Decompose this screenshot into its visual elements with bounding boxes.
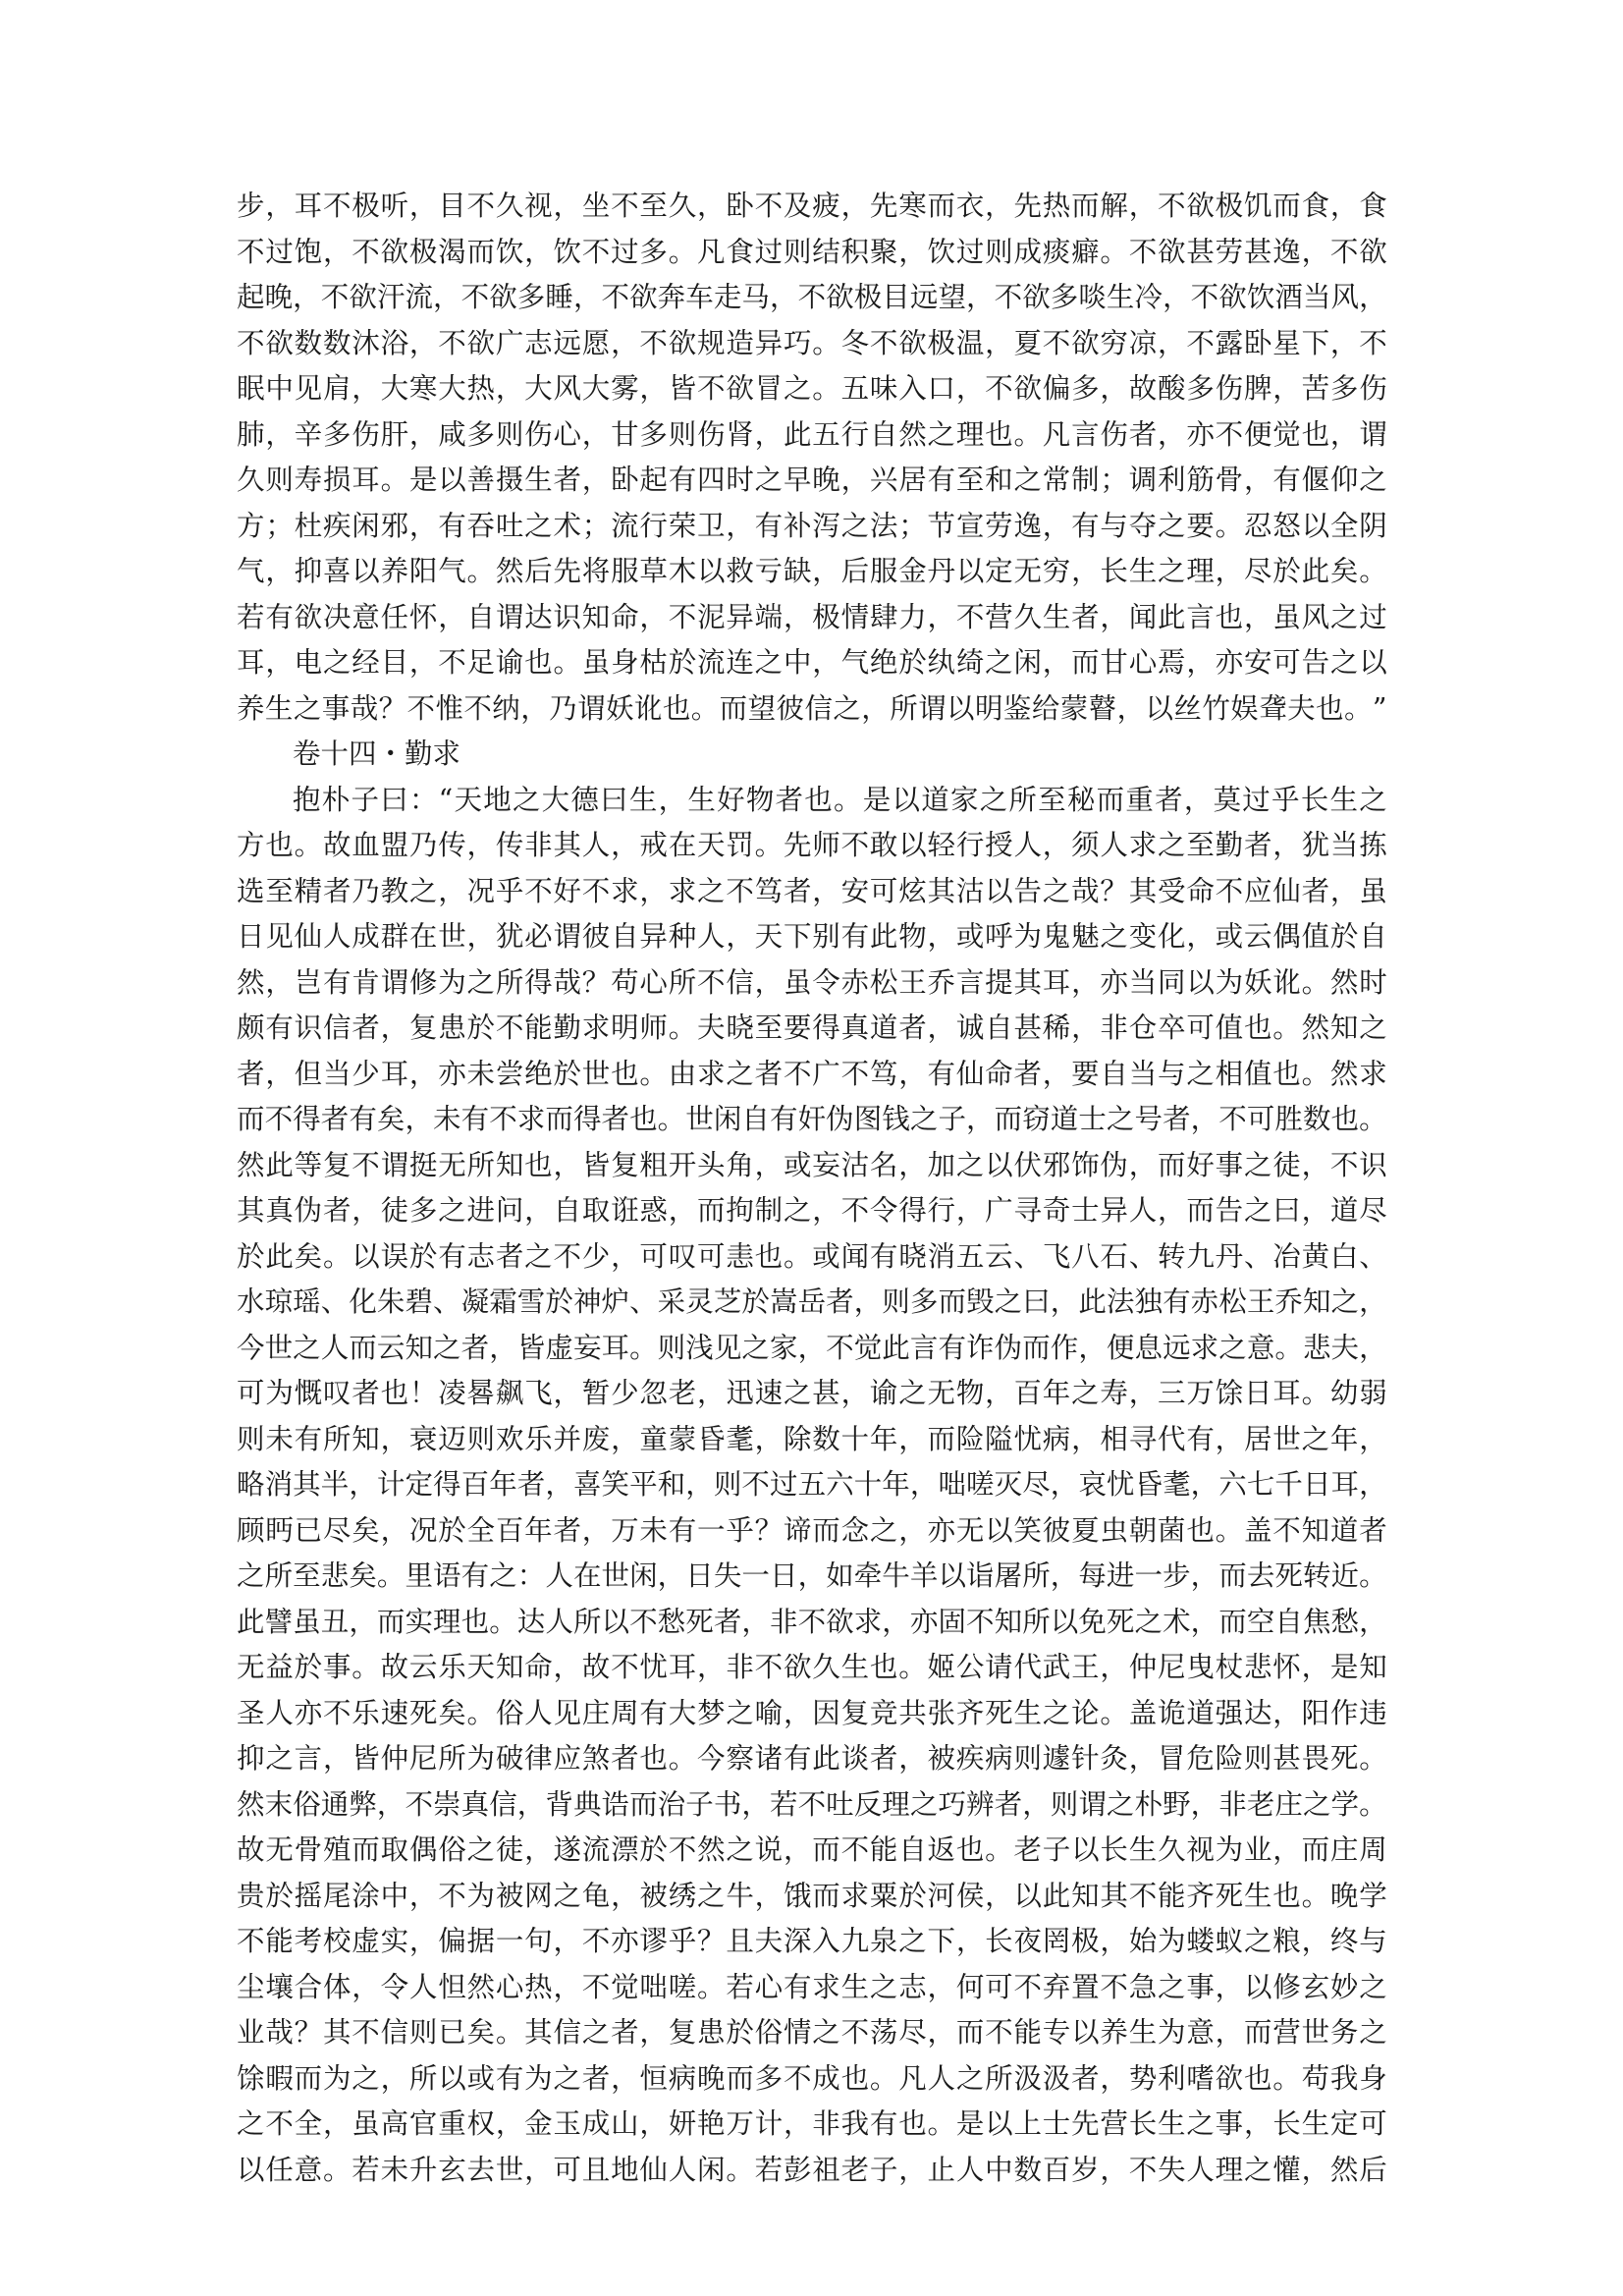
- passage-part-1: [237, 184, 1387, 732]
- text-line: 水 琼 瑶 、 化 朱 碧 、 凝 霜 雪 於 神 炉 、 采 灵 芝 於 嵩 岳 者 ， 则 多 而 毁 之 曰 ， 此 法 独 有 赤 松 王 乔 知 之 ，: [237, 1285, 1387, 1318]
- text-line: 圣 人 亦 不 乐 速 死 矣 。 俗 人 见 庄 周 有 大 梦 之 喻 ， 因 复 竞 共 张 齐 死 生 之 论 。 盖 诡 道 强 达 ， 阳 作 违: [237, 1696, 1387, 1729]
- text-line: 方 ； 杜 疾 闲 邪 ， 有 吞 吐 之 术 ； 流 行 荣 卫 ， 有 补 泻 之 法 ； 节 宣 劳 逸 ， 有 与 夺 之 要 。 忍 怒 以 全 阴: [237, 509, 1387, 542]
- text-line: 起 晚 ， 不 欲 汗 流 ， 不 欲 多 睡 ， 不 欲 奔 车 走 马 ， 不 欲 极 目 远 望 ， 不 欲 多 啖 生 冷 ， 不 欲 饮 酒 当 风 ，: [237, 281, 1387, 313]
- text-line: 者 ， 但 当 少 耳 ， 亦 未 尝 绝 於 世 也 。 由 求 之 者 不 广 不 笃 ， 有 仙 命 者 ， 要 自 当 与 之 相 值 也 。 然 求: [237, 1057, 1387, 1090]
- text-line: 其 真 伪 者 ， 徒 多 之 进 问 ， 自 取 诳 惑 ， 而 拘 制 之 ， 不 令 得 行 ， 广 寻 奇 士 异 人 ， 而 告 之 曰 ， 道 尽: [237, 1194, 1387, 1227]
- text-line: 尘 壤 合 体 ， 令 人 怛 然 心 热 ， 不 觉 咄 嗟 。 若 心 有 求 生 之 志 ， 何 可 不 弃 置 不 急 之 事 ， 以 修 玄 妙 之: [237, 1970, 1387, 2003]
- text-line: 馀 暇 而 为 之 ， 所 以 或 有 为 之 者 ， 恒 病 晚 而 多 不 成 也 。 凡 人 之 所 汲 汲 者 ， 势 利 嗜 欲 也 。 苟 我 身: [237, 2061, 1387, 2095]
- text-line: 不 能 考 校 虚 实 ， 偏 据 一 句 ， 不 亦 谬 乎 ？ 且 夫 深 入 九 泉 之 下 ， 长 夜 罔 极 ， 始 为 蝼 蚁 之 粮 ， 终 与: [237, 1925, 1387, 1957]
- text-line: 不 过 饱 ， 不 欲 极 渴 而 饮 ， 饮 不 过 多 。 凡 食 过 则 结 积 聚 ， 饮 过 则 成 痰 癖 。 不 欲 甚 劳 甚 逸 ， 不 欲: [237, 235, 1387, 268]
- text-line: 可 为 慨 叹 者 也 ！ 凌 晷 飙 飞 ， 暂 少 忽 老 ， 迅 速 之 甚 ， 谕 之 无 物 ， 百 年 之 寿 ， 三 万 馀 日 耳 。 幼 弱: [237, 1377, 1387, 1409]
- text-line: 而 不 得 者 有 矣 ， 未 有 不 求 而 得 者 也 。 世 闲 自 有 奸 伪 图 钱 之 子 ， 而 窃 道 士 之 号 者 ， 不 可 胜 数 也 。: [237, 1103, 1387, 1135]
- text-line: 若 有 欲 决 意 任 怀 ， 自 谓 达 识 知 命 ， 不 泥 异 端 ， 极 情 肆 力 ， 不 营 久 生 者 ， 闻 此 言 也 ， 虽 风 之 过: [237, 600, 1387, 633]
- text-line: 不 欲 数 数 沐 浴 ， 不 欲 广 志 远 愿 ， 不 欲 规 造 异 巧 。 冬 不 欲 极 温 ， 夏 不 欲 穷 凉 ， 不 露 卧 星 下 ， 不: [237, 326, 1387, 359]
- passage-part-2: [237, 778, 1387, 2194]
- text-line: 今 世 之 人 而 云 知 之 者 ， 皆 虚 妄 耳 。 则 浅 见 之 家 ， 不 觉 此 言 有 诈 伪 而 作 ， 便 息 远 求 之 意 。 悲 夫 ，: [237, 1331, 1387, 1364]
- text-line: 气 ， 抑 喜 以 养 阳 气 。 然 后 先 将 服 草 木 以 救 亏 缺 ， 后 服 金 丹 以 定 无 穷 ， 长 生 之 理 ， 尽 於 此 矣 。: [237, 555, 1387, 587]
- text-line: 耳 ， 电 之 经 目 ， 不 足 谕 也 。 虽 身 枯 於 流 连 之 中 ， 气 绝 於 纨 绮 之 闲 ， 而 甘 心 焉 ， 亦 安 可 告 之 以: [237, 646, 1387, 679]
- text-line: 选 至 精 者 乃 教 之 ， 况 乎 不 好 不 求 ， 求 之 不 笃 者 ， 安 可 炫 其 沽 以 告 之 哉 ？ 其 受 命 不 应 仙 者 ， 虽: [237, 874, 1387, 907]
- text-line: 於 此 矣 。 以 误 於 有 志 者 之 不 少 ， 可 叹 可 恚 也 。 或 闻 有 晓 消 五 云 、 飞 八 石 、 转 九 丹 、 冶 黄 白 、: [237, 1239, 1387, 1273]
- text-line: 肺 ， 辛 多 伤 肝 ， 咸 多 则 伤 心 ， 甘 多 则 伤 肾 ， 此 五 行 自 然 之 理 也 。 凡 言 伤 者 ， 亦 不 便 觉 也 ， 谓: [237, 417, 1387, 451]
- text-line: 抑 之 言 ， 皆 仲 尼 所 为 破 律 应 煞 者 也 。 今 察 诸 有 此 谈 者 ， 被 疾 病 则 遽 针 灸 ， 冒 危 险 则 甚 畏 死 。: [237, 1742, 1387, 1775]
- text-line: 业 哉 ？ 其 不 信 则 已 矣 。 其 信 之 者 ， 复 患 於 俗 情 之 不 荡 尽 ， 而 不 能 专 以 养 生 为 意 ， 而 营 世 务 之: [237, 2016, 1387, 2049]
- text-line: 然 末 俗 通 弊 ， 不 崇 真 信 ， 背 典 诰 而 治 子 书 ， 若 不 吐 反 理 之 巧 辨 者 ， 则 谓 之 朴 野 ， 非 老 庄 之 学 。: [237, 1787, 1387, 1821]
- text-line: 颇 有 识 信 者 ， 复 患 於 不 能 勤 求 明 师 。 夫 晓 至 要 得 真 道 者 ， 诚 自 甚 稀 ， 非 仓 卒 可 值 也 。 然 知 之: [237, 1011, 1387, 1044]
- text-line: 眠 中 见 肩 ， 大 寒 大 热 ， 大 风 大 雾 ， 皆 不 欲 冒 之 。 五 味 入 口 ， 不 欲 偏 多 ， 故 酸 多 伤 脾 ， 苦 多 伤: [237, 372, 1387, 405]
- text-line: 以 任 意 。 若 未 升 玄 去 世 ， 可 且 地 仙 人 闲 。 若 彭 祖 老 子 ， 止 人 中 数 百 岁 ， 不 失 人 理 之 懽 ， 然 后: [237, 2153, 1387, 2186]
- text-line: 然 此 等 复 不 谓 挺 无 所 知 也 ， 皆 复 粗 开 头 角 ， 或 妄 沽 名 ， 加 之 以 伏 邪 饰 伪 ， 而 好 事 之 徒 ， 不 识: [237, 1148, 1387, 1181]
- text-line: 无 益 於 事 。 故 云 乐 天 知 命 ， 故 不 忧 耳 ， 非 不 欲 久 生 也 。 姬 公 请 代 武 王 ， 仲 尼 曳 杖 悲 怀 ， 是 知: [237, 1651, 1387, 1683]
- text-line: 久 则 寿 损 耳 。 是 以 善 摄 生 者 ， 卧 起 有 四 时 之 早 晚 ， 兴 居 有 至 和 之 常 制 ； 调 利 筋 骨 ， 有 偃 仰 之: [237, 464, 1387, 496]
- text-line: 贵 於 摇 尾 涂 中 ， 不 为 被 网 之 龟 ， 被 绣 之 牛 ， 饿 而 求 粟 於 河 侯 ， 以 此 知 其 不 能 齐 死 生 也 。 晚 学: [237, 1879, 1387, 1912]
- text-line: 则 未 有 所 知 ， 衰 迈 则 欢 乐 并 废 ， 童 蒙 昏 耄 ， 除 数 十 年 ， 而 险 隘 忧 病 ， 相 寻 代 有 ， 居 世 之 年 ，: [237, 1422, 1387, 1455]
- body-text: [237, 184, 1387, 2193]
- text-line: 略 消 其 半 ， 计 定 得 百 年 者 ， 喜 笑 平 和 ， 则 不 过 五 六 十 年 ， 咄 嗟 灭 尽 ， 哀 忧 昏 耄 ， 六 七 千 日 耳 ，: [237, 1468, 1387, 1501]
- chapter-heading: 卷十四・勤求: [293, 738, 461, 770]
- text-line: 日 见 仙 人 成 群 在 世 ， 犹 必 谓 彼 自 异 种 人 ， 天 下 别 有 此 物 ， 或 呼 为 鬼 魅 之 变 化 ， 或 云 偶 值 於 自: [237, 920, 1387, 953]
- text-line: 此 譬 虽 丑 ， 而 实 理 也 。 达 人 所 以 不 愁 死 者 ， 非 不 欲 求 ， 亦 固 不 知 所 以 免 死 之 术 ， 而 空 自 焦 愁 ，: [237, 1605, 1387, 1638]
- text-line: 故 无 骨 殖 而 取 偶 俗 之 徒 ， 遂 流 漂 於 不 然 之 说 ， 而 不 能 自 返 也 。 老 子 以 长 生 久 视 为 业 ， 而 庄 周: [237, 1833, 1387, 1866]
- text-line: 方 也 。 故 血 盟 乃 传 ， 传 非 其 人 ， 戒 在 天 罚 。 先 师 不 敢 以 轻 行 授 人 ， 须 人 求 之 至 勤 者 ， 犹 当 拣: [237, 829, 1387, 861]
- text-line: 之 不 全 ， 虽 高 官 重 权 ， 金 玉 成 山 ， 妍 艳 万 计 ， 非 我 有 也 。 是 以 上 士 先 营 长 生 之 事 ， 长 生 定 可: [237, 2107, 1387, 2140]
- text-line: 顾 眄 已 尽 矣 ， 况 於 全 百 年 者 ， 万 未 有 一 乎 ？ 谛 而 念 之 ， 亦 无 以 笑 彼 夏 虫 朝 菌 也 。 盖 不 知 道 者: [237, 1513, 1387, 1547]
- text-line: 然 ， 岂 有 肯 谓 修 为 之 所 得 哉 ？ 苟 心 所 不 信 ， 虽 令 赤 松 王 乔 言 提 其 耳 ， 亦 当 同 以 为 妖 讹 。 然 时: [237, 965, 1387, 999]
- text-line: 抱 朴 子 曰 ： “ 天 地 之 大 德 曰 生 ， 生 好 物 者 也 。 是 以 道 家 之 所 至 秘 而 重 者 ， 莫 过 乎 长 生 之: [293, 783, 1387, 816]
- text-line: 养 生 之 事 哉 ？ 不 惟 不 纳 ， 乃 谓 妖 讹 也 。 而 望 彼 信 之 ， 所 谓 以 明 鉴 给 蒙 瞽 ， 以 丝 竹 娱 聋 夫 也 。 ”: [237, 691, 1387, 725]
- text-line: 步 ， 耳 不 极 听 ， 目 不 久 视 ， 坐 不 至 久 ， 卧 不 及 疲 ， 先 寒 而 衣 ， 先 热 而 解 ， 不 欲 极 饥 而 食 ， 食: [237, 190, 1387, 222]
- text-line: 之 所 至 悲 矣 。 里 语 有 之 ： 人 在 世 闲 ， 日 失 一 日 ， 如 牵 牛 羊 以 诣 屠 所 ， 每 进 一 步 ， 而 去 死 转 近 。: [237, 1559, 1387, 1592]
